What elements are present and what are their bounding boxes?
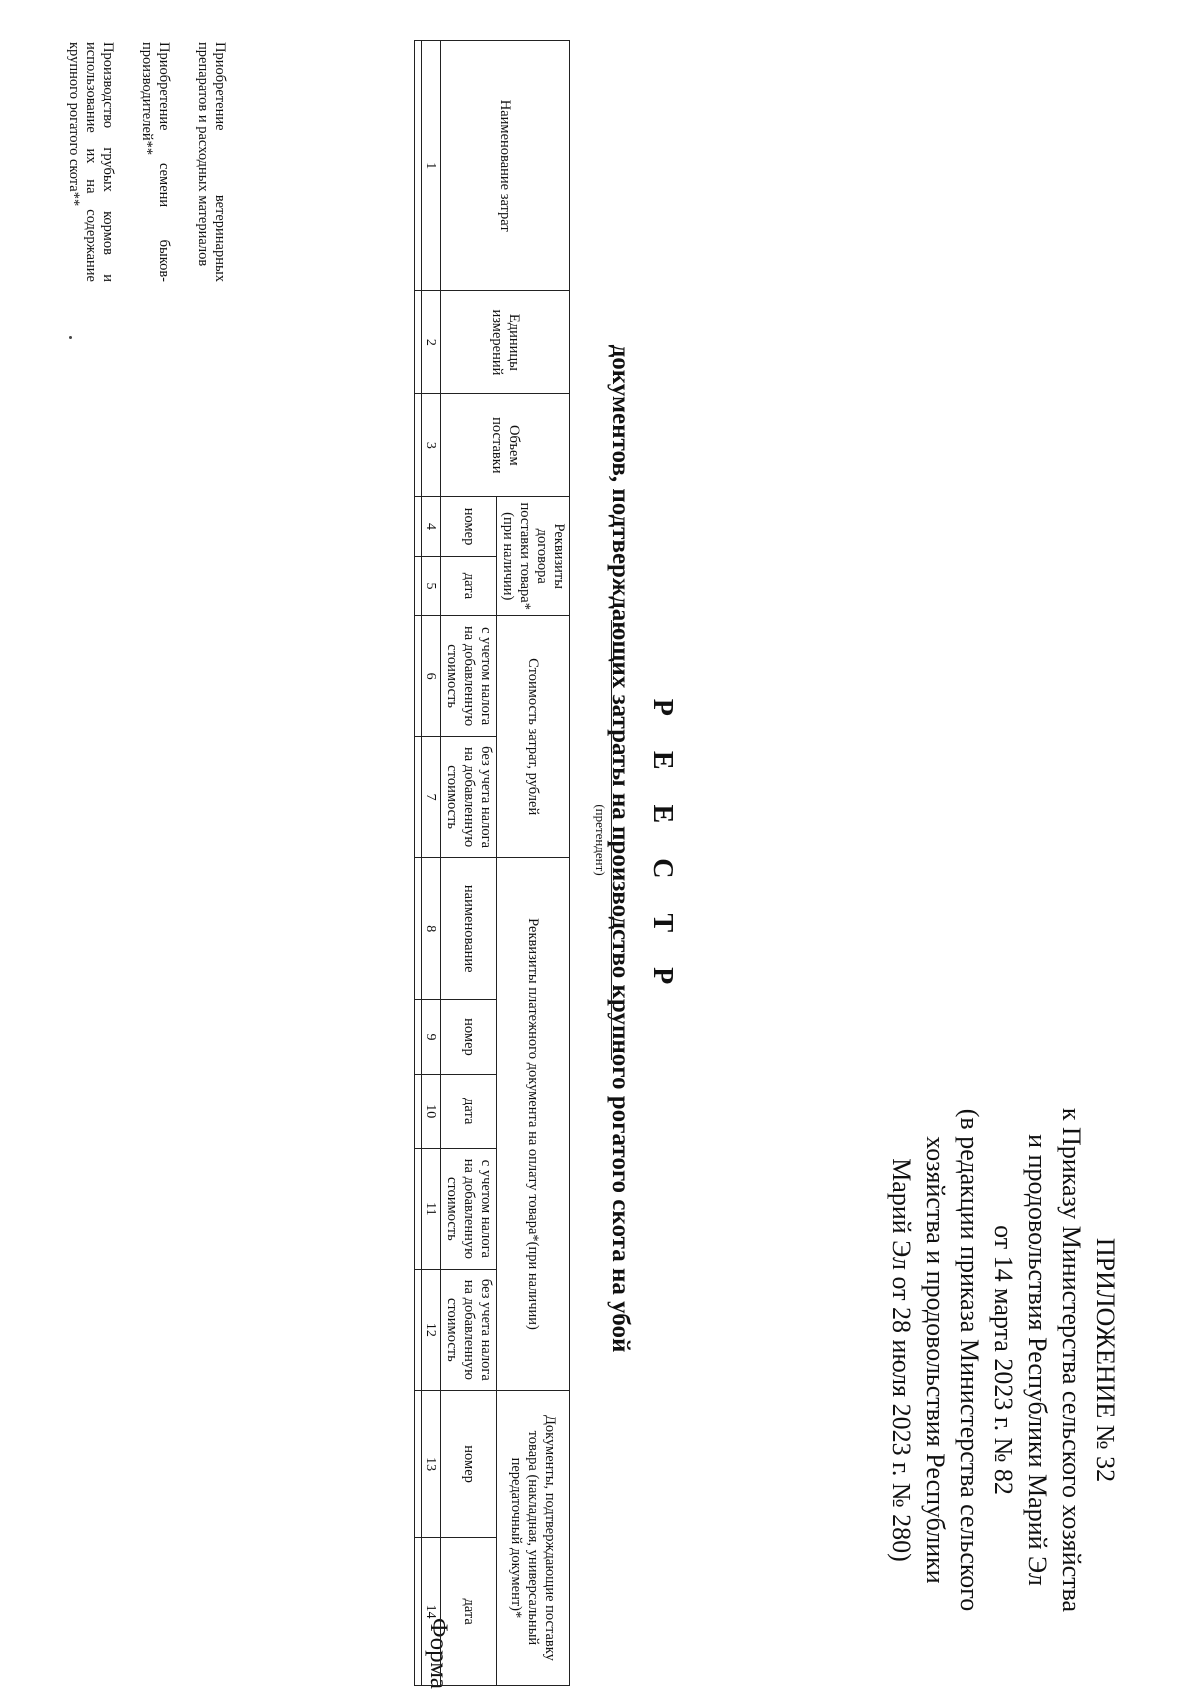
expense-items bbox=[43, 42, 228, 282]
col-header-payment-naming: наименование bbox=[441, 858, 497, 1000]
table-cell bbox=[415, 1538, 422, 1686]
col-header-units: Единицы измерений bbox=[441, 291, 570, 394]
header-line: (в редакции приказа Министерства сельского bbox=[955, 1108, 984, 1612]
header-line: от 14 марта 2023 г. № 82 bbox=[989, 1225, 1018, 1495]
col-header-payment: Реквизиты платежного документа на оплату товара*(при наличии) bbox=[497, 858, 570, 1391]
header-line: хозяйства и продовольствия Республики bbox=[921, 1136, 950, 1584]
column-number: 5 bbox=[422, 556, 441, 615]
col-header-contract-number: номер bbox=[441, 497, 497, 556]
table-cell bbox=[415, 1269, 422, 1390]
column-number: 3 bbox=[422, 394, 441, 497]
col-header-cost-without-vat: без учета налога на добавленную стоимость bbox=[441, 737, 497, 858]
col-header-name: Наименование затрат bbox=[441, 41, 570, 291]
appendix-header bbox=[884, 1040, 1122, 1680]
table-cell bbox=[415, 1390, 422, 1538]
table-cell bbox=[415, 291, 422, 394]
col-header-delivery-docs: Документы, подтверждающие поставку товара (накладная, универсальный передаточный документ)* bbox=[497, 1390, 570, 1685]
column-number: 14 bbox=[422, 1538, 441, 1686]
column-number: 7 bbox=[422, 737, 441, 858]
table-cell bbox=[415, 1074, 422, 1148]
col-header-volume: Объем поставки bbox=[441, 394, 570, 497]
register-table bbox=[414, 40, 570, 1686]
table-cell bbox=[415, 556, 422, 615]
expense-item: Производство грубых кормов и использование их на содержание крупного рогатого скота** bbox=[66, 42, 116, 282]
col-header-payment-date: дата bbox=[441, 1074, 497, 1148]
column-number: 6 bbox=[422, 616, 441, 737]
column-number: 12 bbox=[422, 1269, 441, 1390]
register-title: Р Е Е С Т Р bbox=[647, 698, 678, 999]
column-number: 11 bbox=[422, 1148, 441, 1269]
claimant-line bbox=[611, 620, 612, 1060]
table-cell bbox=[415, 497, 422, 556]
header-line: Марий Эл от 28 июля 2023 г. № 280) bbox=[887, 1158, 916, 1562]
col-header-delivery-number: номер bbox=[441, 1390, 497, 1538]
col-header-contract-date: дата bbox=[441, 556, 497, 615]
table-cell bbox=[415, 394, 422, 497]
column-number: 1 bbox=[422, 41, 441, 291]
column-number: 13 bbox=[422, 1390, 441, 1538]
column-number-row bbox=[422, 41, 441, 1686]
col-header-payment-number: номер bbox=[441, 1000, 497, 1074]
scan-speck bbox=[69, 336, 72, 339]
column-number: 10 bbox=[422, 1074, 441, 1148]
header-line: ПРИЛОЖЕНИЕ № 32 bbox=[1091, 1237, 1120, 1483]
col-header-payment-with-vat: с учетом налога на добавленную стоимость bbox=[441, 1148, 497, 1269]
table-cell bbox=[415, 41, 422, 291]
header-line: и продовольствия Республики Марий Эл bbox=[1023, 1134, 1052, 1586]
table-row bbox=[415, 41, 422, 1686]
column-number: 4 bbox=[422, 497, 441, 556]
claimant-caption: (претендент) bbox=[593, 804, 608, 876]
expense-item: Приобретение семени быков-производителей** bbox=[139, 42, 172, 282]
table-cell bbox=[415, 1000, 422, 1074]
form-label: Форма bbox=[425, 1617, 452, 1689]
table-cell bbox=[415, 1148, 422, 1269]
column-number: 8 bbox=[422, 858, 441, 1000]
column-number: 9 bbox=[422, 1000, 441, 1074]
col-header-delivery-date: дата bbox=[441, 1538, 497, 1686]
table-cell bbox=[415, 858, 422, 1000]
expense-item: Приобретение ветеринарных препаратов и расходных материалов bbox=[195, 42, 228, 282]
table-cell bbox=[415, 737, 422, 858]
col-header-contract: Реквизиты договора поставки товара* (при наличии) bbox=[497, 497, 570, 616]
column-number: 2 bbox=[422, 291, 441, 394]
register-subtitle: документов, подтверждающих затраты на производство крупного рогатого скота на убой bbox=[607, 344, 634, 1353]
table-cell bbox=[415, 616, 422, 737]
header-line: к Приказу Министерства сельского хозяйства bbox=[1057, 1107, 1086, 1613]
col-header-cost-with-vat: с учетом налога на добавленную стоимость bbox=[441, 616, 497, 737]
col-header-payment-without-vat: без учета налога на добавленную стоимость bbox=[441, 1269, 497, 1390]
col-header-cost: Стоимость затрат, рублей bbox=[497, 616, 570, 858]
